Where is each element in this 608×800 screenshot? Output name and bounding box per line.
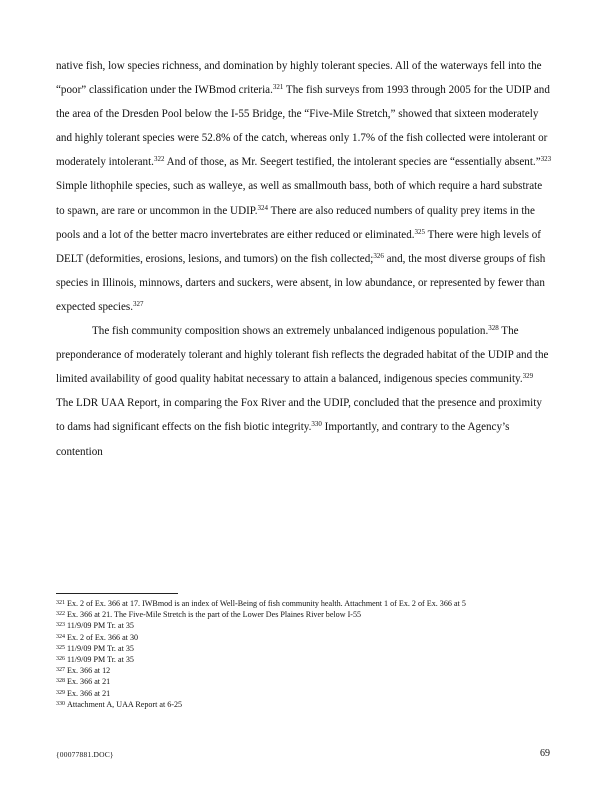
sentence: The fish community composition shows an extremely unbalanced indigenous population. <box>92 325 489 338</box>
footnote-number: 330 <box>56 700 65 707</box>
sentence: The preponderance of moderately tolerant and highly tolerant fish reflects the degraded habitat of the UDIP and the limited availability of good quality habitat necessary to attain a balanced, indigenous species community. <box>56 325 549 386</box>
footnote <box>56 676 552 687</box>
footnote-number: 328 <box>56 678 65 685</box>
footnote <box>56 665 552 676</box>
footnote-number: 329 <box>56 689 65 696</box>
sentence: Simple lithophile species, such as walleye, as well as smallmouth bass, both of which require a hard substrate to spawn, are rare or uncommon in the UDIP. <box>56 180 543 217</box>
sentence: native fish, low species richness, and domination by highly tolerant species. All of the waterways fell into the “poor” classification under the IWBmod criteria. <box>56 60 542 97</box>
footnote <box>56 699 552 710</box>
footnote-text: Ex. 366 at 12 <box>67 666 111 676</box>
footnote-text: 11/9/09 PM Tr. at 35 <box>67 655 134 665</box>
footnote-number: 321 <box>56 600 65 606</box>
footnote <box>56 643 552 654</box>
sentence: There are also reduced numbers of quality prey items in the pools and a lot of the better macro invertebrates are either reduced or eliminated. <box>56 204 535 241</box>
footnote-ref[interactable]: 329 <box>522 372 534 381</box>
body-text <box>56 54 552 464</box>
sentence: The LDR UAA Report, in comparing the Fox River and the UDIP, concluded that the presence and proximity to dams had significant effects on the fish biotic integrity. <box>56 397 542 434</box>
footnote-number: 327 <box>56 667 65 674</box>
paragraph-1 <box>56 54 552 319</box>
sentence: Importantly, and contrary to the Agency’s contention <box>56 421 510 458</box>
footnote-text: 11/9/09 PM Tr. at 35 <box>67 643 134 653</box>
footnote-number: 322 <box>56 611 65 618</box>
footnote-text: 11/9/09 PM Tr. at 35 <box>67 621 134 631</box>
paragraph-2 <box>56 319 552 464</box>
footnote-ref[interactable]: 322 <box>153 155 165 164</box>
footnote-ref[interactable]: 328 <box>488 324 499 333</box>
footnote-number: 323 <box>56 622 65 629</box>
footnote <box>56 620 552 631</box>
footnote-ref[interactable]: 323 <box>540 155 552 164</box>
footnote-ref[interactable]: 327 <box>133 299 144 308</box>
footnote <box>56 688 552 699</box>
footnote-text: Attachment A, UAA Report at 6-25 <box>67 699 183 709</box>
footnote <box>56 598 552 609</box>
footnote <box>56 654 552 665</box>
footnote-number: 324 <box>56 633 65 640</box>
footnote-text: Ex. 2 of Ex. 366 at 30 <box>67 632 139 642</box>
footnote-ref[interactable]: 324 <box>257 203 268 212</box>
footnote <box>56 632 552 643</box>
footnote-number: 325 <box>56 644 65 651</box>
footnote-text: Ex. 366 at 21. The Five-Mile Stretch is the part of the Lower Des Plaines River below I-55 <box>67 610 362 620</box>
sentence: The fish surveys from 1993 through 2005 for the UDIP and the area of the Dresden Pool below the I-55 Bridge, the “Five-Mile Stretch,” showed that sixteen moderately and highly tolerant species were 52.8% of the catch, whereas only 1.7% of the fish collected were intolerant or moderately intolerant. <box>56 84 550 169</box>
sentence: and, the most diverse groups of fish species in Illinois, minnows, darters and suckers, were absent, in low abundance, or represented by fewer than expected species. <box>56 252 546 313</box>
footnote-text: Ex. 366 at 21 <box>67 688 111 698</box>
page-number: 69 <box>540 748 550 759</box>
footnote <box>56 609 552 620</box>
footnote-ref[interactable]: 325 <box>414 227 426 236</box>
footnote-text: Ex. 366 at 21 <box>67 677 111 687</box>
document-id: {00077881.DOC} <box>56 750 114 759</box>
sentence: And of those, as Mr. Seegert testified, the intolerant species are “essentially absent.” <box>164 156 541 169</box>
sentence: There were high levels of DELT (deformities, erosions, lesions, and tumors) on the fish collected; <box>56 228 541 265</box>
footnote-separator <box>56 593 178 594</box>
footnote-ref[interactable]: 330 <box>311 420 322 429</box>
footnote-number: 326 <box>56 656 65 663</box>
footnote-ref[interactable]: 321 <box>272 83 284 92</box>
footnote-list <box>56 598 552 710</box>
footnote-ref[interactable]: 326 <box>373 251 384 260</box>
footnote-text: Ex. 2 of Ex. 366 at 17. IWBmod is an index of Well-Being of fish community health. Attachment 1 of Ex. 2 of Ex. 366 at 5 <box>67 599 466 608</box>
